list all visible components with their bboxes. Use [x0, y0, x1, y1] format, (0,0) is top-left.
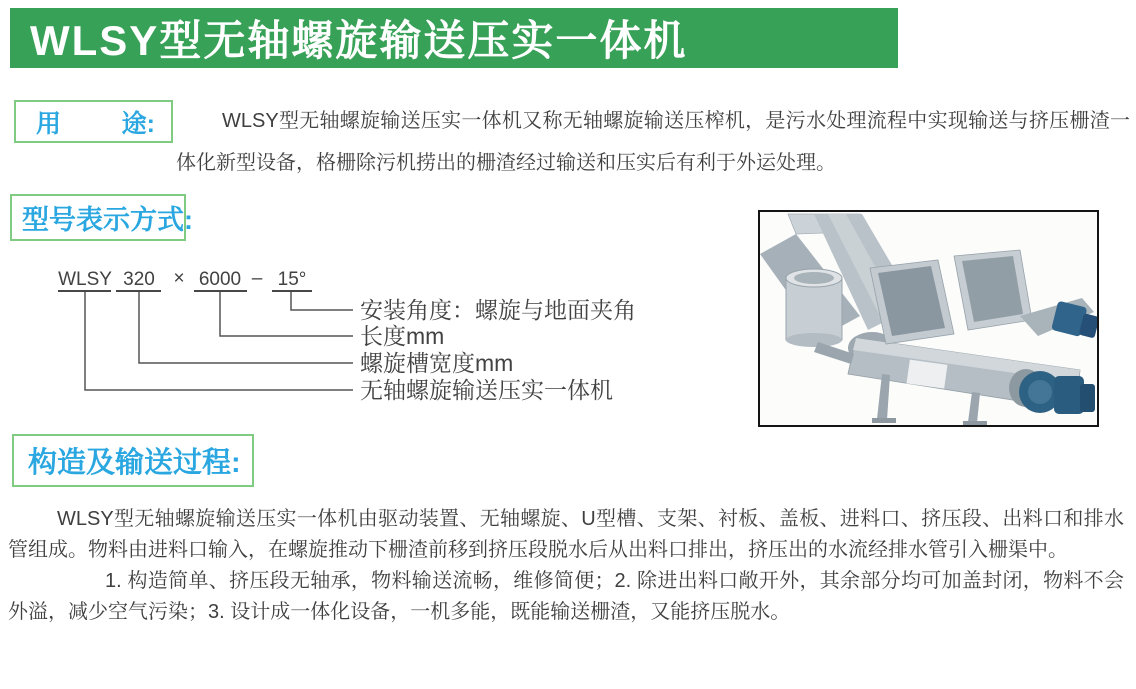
machine-photo-frame: [758, 210, 1099, 427]
callout-labels: [360, 297, 636, 403]
model-width-text: 320: [123, 269, 155, 290]
callout-angle: 安装角度：螺旋与地面夹角: [360, 297, 636, 323]
usage-label-char: 用: [36, 109, 62, 138]
structure-section-label: [12, 434, 254, 487]
model-length-text: 6000: [198, 269, 242, 290]
model-angle-text: 15°: [277, 269, 307, 290]
usage-paragraph: WLSY型无轴螺旋输送压实一体机又称无轴螺旋输送压榨机，是污水处理流程中实现输送与挤压栅渣一体化新型设备，格栅除污机捞出的栅渣经过输送和压实后有利于外运处理。: [176, 110, 1130, 174]
model-times-sign: ×: [173, 268, 185, 289]
model-dash-sign: –: [251, 268, 263, 289]
callout-connector-lines: [85, 292, 353, 390]
model-designation-diagram: [0, 250, 760, 420]
callout-machine-name: 无轴螺旋输送压实一体机: [360, 377, 613, 403]
page-title-banner: [10, 8, 898, 68]
usage-paragraph-block: [8, 100, 1130, 184]
foot-plate-1: [872, 418, 896, 423]
callout-length: 长度mm: [360, 323, 445, 349]
front-gearbox-hub: [1028, 380, 1052, 404]
structure-paragraph-2: 1. 构造简单、挤压段无轴承，物料输送流畅，维修简便；2. 除进出料口敞开外，其余部分均可加盖封闭，物料不会外溢，减少空气污染；3. 设计成一体化设备，一机多能，既能输送栅渣，又能挤压脱水。: [8, 570, 1124, 623]
front-motor-body: [1054, 376, 1084, 414]
bucket-opening: [794, 272, 834, 284]
model-string: [58, 268, 306, 290]
foot-plate-2: [963, 421, 987, 425]
page-title: WLSY型无轴螺旋输送压实一体机: [30, 17, 688, 64]
usage-section-label: [14, 100, 173, 143]
model-section-label: [10, 194, 193, 241]
structure-paragraph-1: WLSY型无轴螺旋输送压实一体机由驱动装置、无轴螺旋、U型槽、支架、衬板、盖板、进料口、挤压段、出料口和排水管组成。物料由进料口输入，在螺旋推动下栅渣前移到挤压段脱水后从出料口排出，挤压出的水流经排水管引入栅渠中。: [8, 508, 1124, 561]
usage-label-char2: 途:: [121, 109, 155, 138]
structure-heading: 构造及输送过程:: [28, 447, 241, 479]
front-motor-end: [1080, 384, 1095, 412]
bucket-base: [786, 333, 842, 347]
callout-trough-width: 螺旋槽宽度mm: [360, 350, 514, 376]
structure-paragraph-block: [8, 504, 1124, 628]
machine-photo: [760, 212, 1097, 425]
model-heading: 型号表示方式:: [22, 205, 193, 235]
model-series-text: WLSY: [58, 269, 112, 290]
